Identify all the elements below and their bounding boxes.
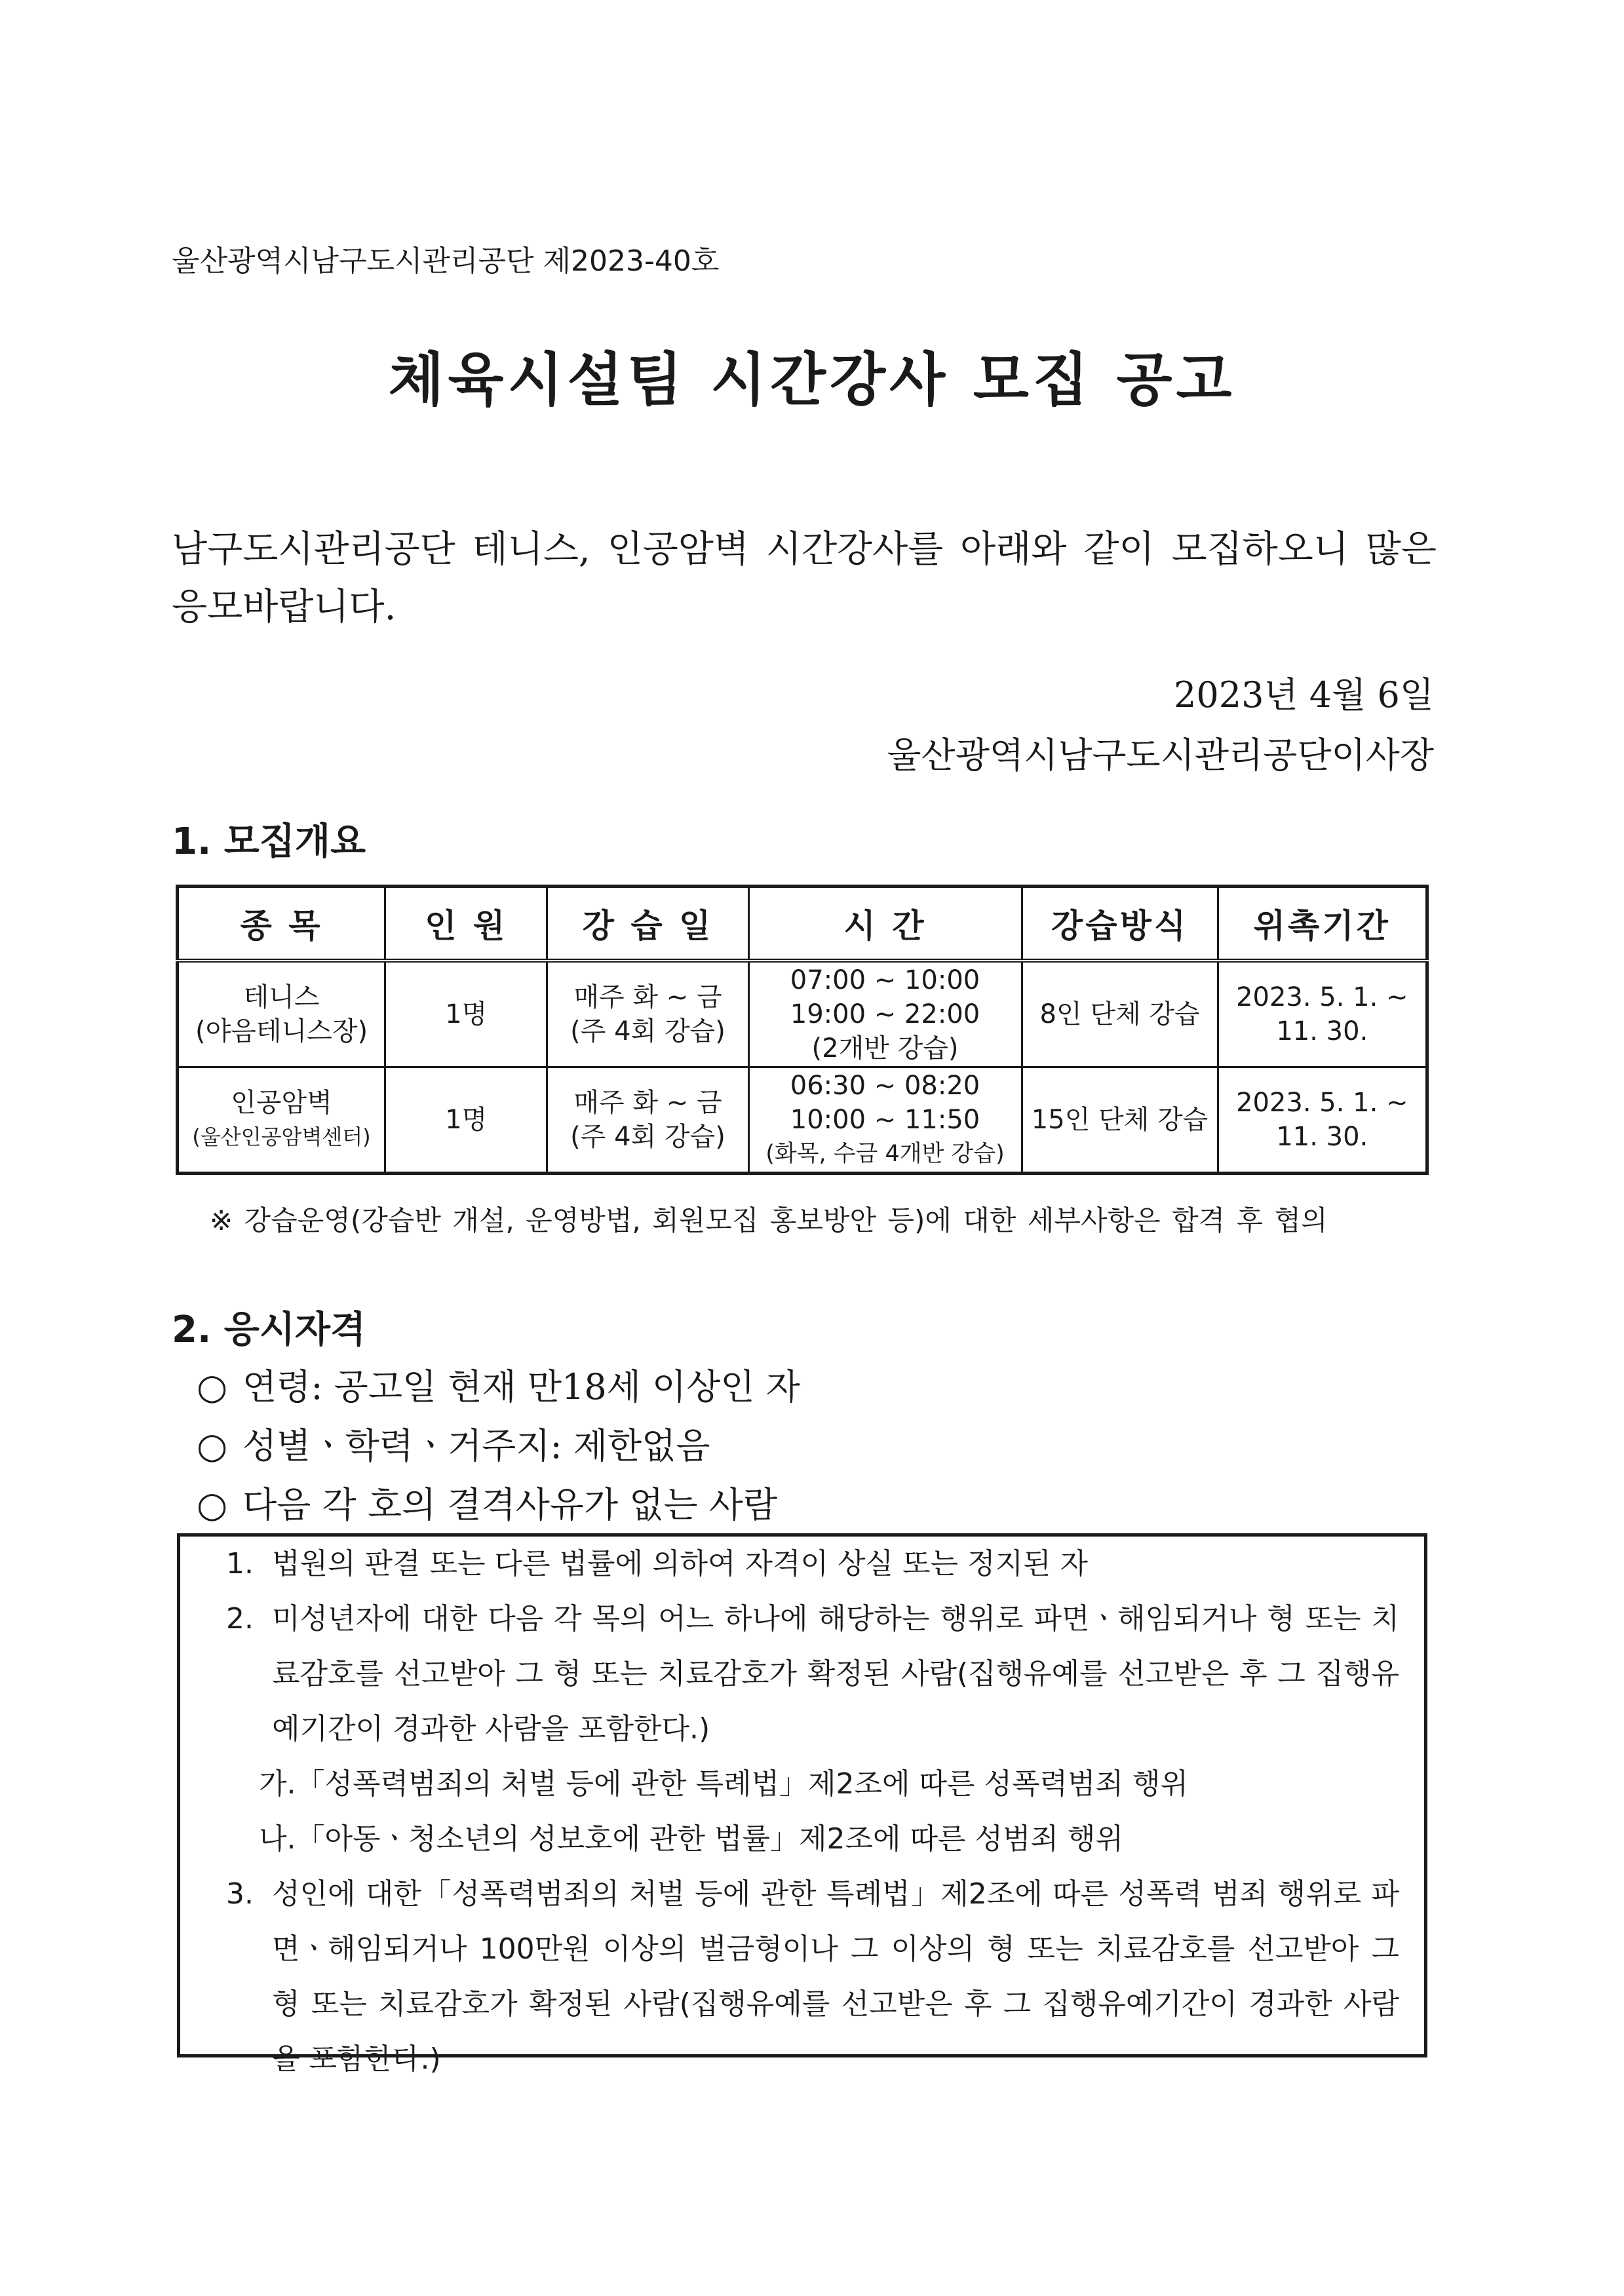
disqualification-item-2b: 나.「아동ㆍ청소년의 성보호에 관한 법률」제2조에 따른 성범죄 행위 bbox=[259, 1822, 1123, 1856]
disqualification-item-3: 3. 성인에 대한「성폭력범죄의 처벌 등에 관한 특례법」제2조에 따른 성폭력 범죄 행위로 파면ㆍ해임되거나 100만원 이상의 벌금형이나 그 이상의 형 또는 치료감호를 선고받아 그 형 또는 치료감호가 확정된 사람(집행유예를 선고받은 후 그 집행유예기간이 경과한 사람을 포함한다.) bbox=[226, 1877, 1399, 2076]
section2-heading: 2. 응시자격 bbox=[172, 1309, 366, 1351]
recruitment-overview-table bbox=[176, 885, 1429, 1175]
column-header-time: 시 간 bbox=[748, 887, 1022, 961]
cell-event: 인공암벽 (울산인공암벽센터) bbox=[178, 1067, 385, 1174]
column-header-period: 위촉기간 bbox=[1218, 887, 1427, 961]
disqualification-item-2: 2. 미성년자에 대한 다음 각 목의 어느 하나에 해당하는 행위로 파면ㆍ해임되거나 형 또는 치료감호를 선고받아 그 형 또는 치료감호가 확정된 사람(집행유예를 선고받은 후 그 집행유예기간이 경과한 사람을 포함한다.) bbox=[226, 1602, 1399, 1746]
cell-count: 1명 bbox=[385, 961, 547, 1067]
operation-note: ※ 강습운영(강습반 개설, 운영방법, 회원모집 홍보방안 등)에 대한 세부사항은 합격 후 협의 bbox=[210, 1204, 1328, 1236]
bullet-circle-icon: ○ bbox=[197, 1484, 228, 1525]
list-item: ○ 다음 각 호의 결격사유가 없는 사람 bbox=[197, 1476, 800, 1535]
cell-time: 06:30 ~ 08:20 10:00 ~ 11:50 (화목, 수금 4개반 강습) bbox=[748, 1067, 1022, 1174]
document-number: 울산광역시남구도시관리공단 제2023-40호 bbox=[172, 244, 720, 278]
bullet-circle-icon: ○ bbox=[197, 1425, 228, 1466]
table-row bbox=[178, 961, 1427, 1067]
cell-days: 매주 화 ~ 금 (주 4회 강습) bbox=[547, 1067, 748, 1174]
cell-days: 매주 화 ~ 금 (주 4회 강습) bbox=[547, 961, 748, 1067]
disqualification-box bbox=[177, 1533, 1427, 2076]
bullet-circle-icon: ○ bbox=[197, 1366, 228, 1407]
column-header-event: 종 목 bbox=[178, 887, 385, 961]
cell-count: 1명 bbox=[385, 1067, 547, 1174]
qualification-list bbox=[197, 1358, 800, 1535]
cell-method: 15인 단체 강습 bbox=[1022, 1067, 1218, 1174]
table-header-row bbox=[178, 887, 1427, 961]
cell-method: 8인 단체 강습 bbox=[1022, 961, 1218, 1067]
page-title: 체육시설팀 시간강사 모집 공고 bbox=[388, 345, 1236, 413]
intro-paragraph: 남구도시관리공단 테니스, 인공암벽 시간강사를 아래와 같이 모집하오니 많은 응모바랍니다. bbox=[172, 528, 1437, 628]
table-row bbox=[178, 1067, 1427, 1174]
cell-period: 2023. 5. 1. ~ 11. 30. bbox=[1218, 1067, 1427, 1174]
disqualification-item-2a: 가.「성폭력범죄의 처벌 등에 관한 특례법」제2조에 따른 성폭력범죄 행위 bbox=[259, 1767, 1188, 1801]
disqualification-item-1: 1. 법원의 판결 또는 다른 법률에 의하여 자격이 상실 또는 정지된 자 bbox=[226, 1547, 1088, 1580]
announcement-date: 2023년 4월 6일 bbox=[1174, 674, 1434, 716]
column-header-count: 인 원 bbox=[385, 887, 547, 961]
list-item: ○ 연령: 공고일 현재 만18세 이상인 자 bbox=[197, 1358, 800, 1417]
cell-time: 07:00 ~ 10:00 19:00 ~ 22:00 (2개반 강습) bbox=[748, 961, 1022, 1067]
list-item: ○ 성별ㆍ학력ㆍ거주지: 제한없음 bbox=[197, 1417, 800, 1476]
column-header-days: 강 습 일 bbox=[547, 887, 748, 961]
cell-period: 2023. 5. 1. ~ 11. 30. bbox=[1218, 961, 1427, 1067]
section1-heading: 1. 모집개요 bbox=[172, 820, 366, 863]
issuer: 울산광역시남구도시관리공단이사장 bbox=[887, 735, 1434, 776]
column-header-method: 강습방식 bbox=[1022, 887, 1218, 961]
cell-event: 테니스 (야음테니스장) bbox=[178, 961, 385, 1067]
